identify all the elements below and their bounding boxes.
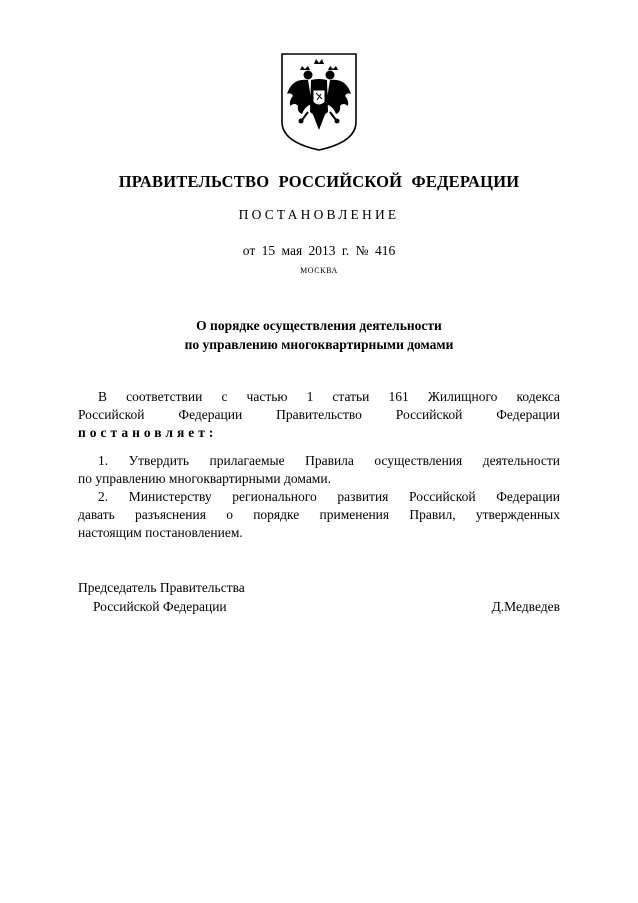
body-line: 2. Министерству регионального развития Российской Федерации <box>98 489 560 504</box>
body-line-resolves: постановляет: <box>78 425 218 440</box>
body-line: В соответствии с частью 1 статьи 161 Жилищного кодекса <box>98 389 560 404</box>
city: МОСКВА <box>300 266 338 275</box>
body-line: настоящим постановлением. <box>78 525 243 540</box>
signatory-position-line-1: Председатель Правительства <box>78 580 245 595</box>
date-and-number: от 15 мая 2013 г. № 416 <box>242 243 396 258</box>
signatory-position-line-2: Российской Федерации <box>93 599 227 614</box>
subject-line-1: О порядке осуществления деятельности <box>196 318 442 333</box>
body-line: 1. Утвердить прилагаемые Правила осуществления деятельности <box>98 453 560 468</box>
government-title: ПРАВИТЕЛЬСТВО РОССИЙСКОЙ ФЕДЕРАЦИИ <box>118 172 520 191</box>
coat-of-arms-emblem-icon <box>278 50 360 152</box>
document-type: ПОСТАНОВЛЕНИЕ <box>238 207 400 222</box>
body-line: давать разъяснения о порядке применения Правил, утвержденных <box>78 507 560 522</box>
body-line: по управлению многоквартирными домами. <box>78 471 331 486</box>
signatory-name: Д.Медведев <box>491 599 560 614</box>
document-body <box>78 388 560 548</box>
subject-line-2: по управлению многоквартирными домами <box>184 337 454 352</box>
body-line: Российской Федерации Правительство Российской Федерации <box>78 407 560 422</box>
